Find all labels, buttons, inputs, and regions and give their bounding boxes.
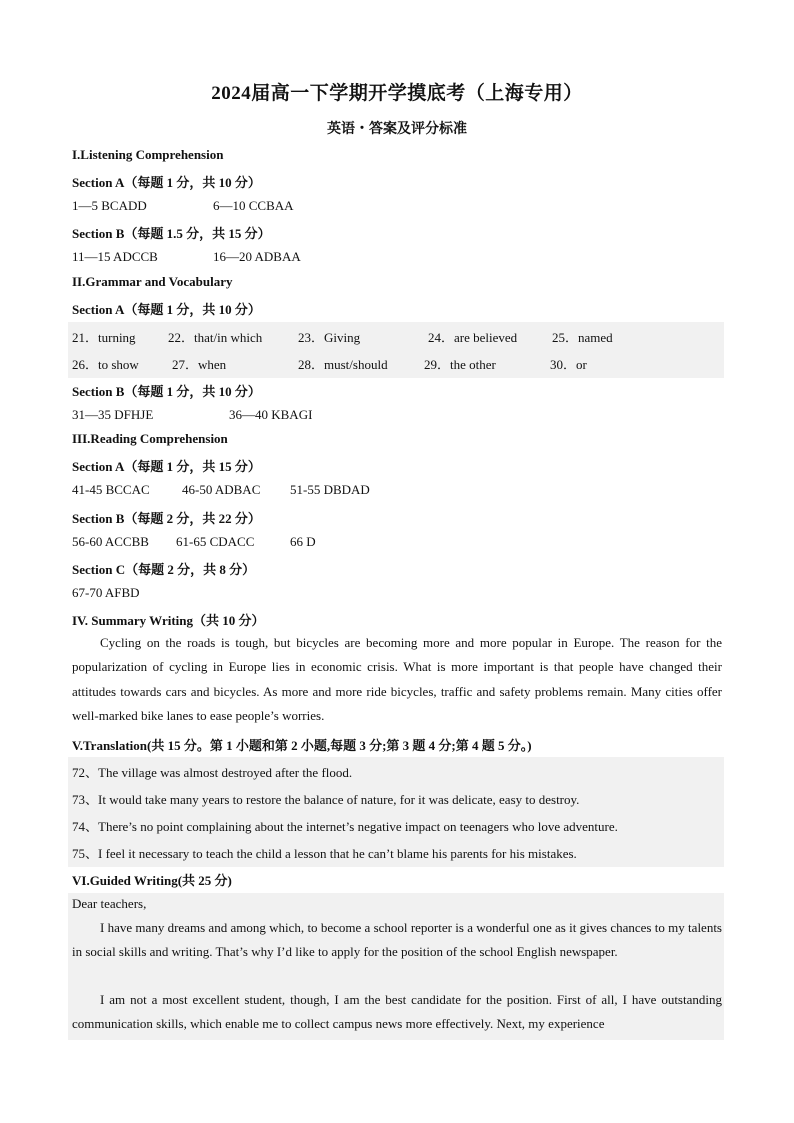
part1-sectionB-answers-1: 11—15 ADCCB <box>72 249 158 264</box>
part3-heading: III.Reading Comprehension <box>72 431 228 446</box>
summary-paragraph: Cycling on the roads is tough, but bicycles are becoming more and more popular in Europe. The reason for the popularization of cycling in Europe lies in economic crisis. What is more important is that people have changed their attitudes towards cars and bicycles. As more and more ride bicycles, traffic and safety problems remain. Many cities offer well-marked bike lanes to ease people’s worries. <box>72 635 722 723</box>
answer-cell: 27．when <box>172 357 227 372</box>
part4-heading: IV. Summary Writing（共 10 分） <box>72 613 265 628</box>
part6-heading: VI.Guided Writing(共 25 分) <box>72 873 232 888</box>
part2-sectionB-heading: Section B（每题 1 分，共 10 分） <box>72 384 261 399</box>
answer-cell: 21．turning <box>72 330 136 345</box>
part2-sectionA-heading: Section A（每题 1 分，共 10 分） <box>72 302 261 317</box>
part3-sectionB-answers-2: 61-65 CDACC <box>176 534 255 549</box>
part3-sectionA-heading: Section A（每题 1 分，共 15 分） <box>72 459 261 474</box>
part1-sectionA-answers-1: 1—5 BCADD <box>72 198 147 213</box>
essay-paragraph-2: I am not a most excellent student, though, I am the best candidate for the position. First of all, I have outstanding communication skills, which enable me to collect campus news more effectively. Next, my experience <box>72 992 722 1032</box>
answer-table-background <box>68 322 724 378</box>
essay-paragraph-1: I have many dreams and among which, to become a school reporter is a wonderful one as it gives chances to my talents in social skills and writing. That’s why I’d like to apply for the position of the school English newspaper. <box>72 920 722 960</box>
answer-cell: 26．to show <box>72 357 139 372</box>
part1-sectionA-heading: Section A（每题 1 分，共 10 分） <box>72 175 261 190</box>
part1-sectionB-heading: Section B（每题 1.5 分，共 15 分） <box>72 226 271 241</box>
part3-sectionB-answers-1: 56-60 ACCBB <box>72 534 149 549</box>
part3-sectionB-heading: Section B（每题 2 分，共 22 分） <box>72 511 261 526</box>
part3-sectionC-heading: Section C（每题 2 分，共 8 分） <box>72 562 256 577</box>
answer-cell: 30．or <box>550 357 587 372</box>
part3-sectionB-answers-3: 66 D <box>290 534 316 549</box>
answer-cell: 22．that/in which <box>168 330 263 345</box>
part5-heading: V.Translation(共 15 分。第 1 小题和第 2 小题,每题 3 分;第 3 题 4 分;第 4 题 5 分。) <box>72 738 532 753</box>
part2-sectionB-answers-1: 31—35 DFHJE <box>72 407 154 422</box>
answer-cell: 23．Giving <box>298 330 361 345</box>
translation-item: 73、It would take many years to restore the balance of nature, for it was delicate, easy to destroy. <box>72 792 580 807</box>
answer-cell: 24．are believed <box>428 330 518 345</box>
translation-item: 72、The village was almost destroyed after the flood. <box>72 765 353 780</box>
page-title: 2024届高一下学期开学摸底考（上海专用） <box>211 83 583 104</box>
translation-item: 74、There’s no point complaining about the internet’s negative impact on teenagers who love adventure. <box>72 819 618 834</box>
page-subtitle: 英语・答案及评分标准 <box>327 122 467 137</box>
part3-sectionA-answers-3: 51-55 DBDAD <box>290 482 370 497</box>
part1-heading: I.Listening Comprehension <box>72 147 224 162</box>
part3-sectionA-answers-2: 46-50 ADBAC <box>182 482 261 497</box>
answer-cell: 25．named <box>552 330 613 345</box>
part3-sectionC-answers: 67-70 AFBD <box>72 585 140 600</box>
translation-item: 75、I feel it necessary to teach the child a lesson that he can’t blame his parents for his mistakes. <box>72 846 577 861</box>
part1-sectionA-answers-2: 6—10 CCBAA <box>213 198 294 213</box>
answer-cell: 28．must/should <box>298 357 388 372</box>
part1-sectionB-answers-2: 16—20 ADBAA <box>213 249 301 264</box>
essay-greeting: Dear teachers, <box>72 896 147 911</box>
answer-cell: 29．the other <box>424 357 496 372</box>
part2-sectionB-answers-2: 36—40 KBAGI <box>229 407 313 422</box>
part2-heading: II.Grammar and Vocabulary <box>72 274 233 289</box>
part3-sectionA-answers-1: 41-45 BCCAC <box>72 482 150 497</box>
